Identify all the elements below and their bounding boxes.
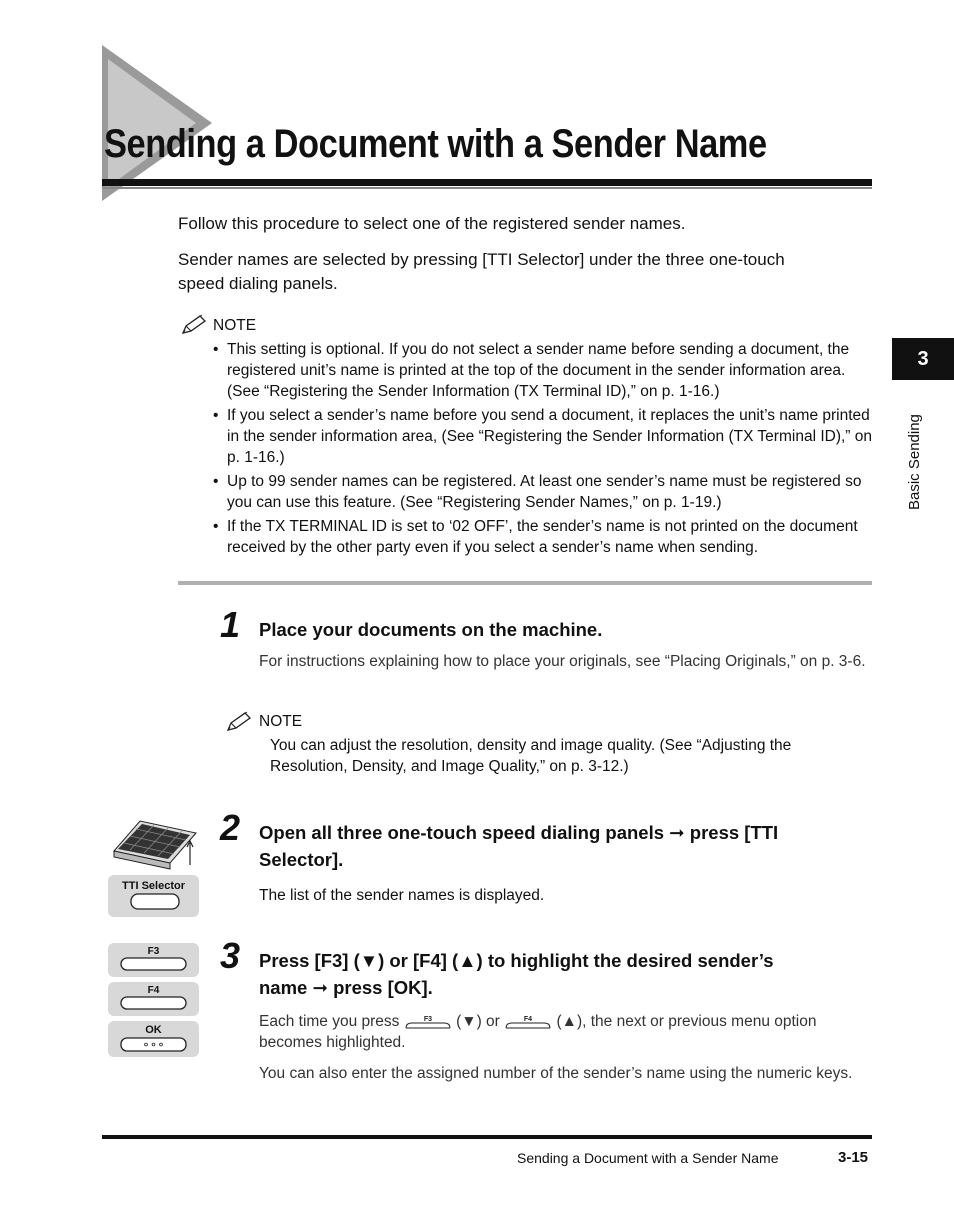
step-1-title: Place your documents on the machine. bbox=[259, 619, 603, 640]
f4-key-icon bbox=[120, 996, 187, 1011]
intro-paragraph-2 bbox=[178, 248, 868, 296]
pencil-note-icon bbox=[180, 314, 208, 336]
step-1-note-label: NOTE bbox=[259, 713, 303, 730]
step-1-note-text: You can adjust the resolution, density and image quality. (See “Adjusting the Resolution, Density, and Image Quality,” on p. 3-12.) bbox=[270, 737, 792, 775]
one-touch-panel-illustration bbox=[110, 815, 200, 873]
note-item: • If you select a sender’s name before you send a document, it replaces the unit’s name printed in the sender information area, (See “Registering the Sender Information (TX Terminal ID),” on p. 1-16.) bbox=[211, 405, 873, 468]
step-2-title-line-2: Selector]. bbox=[259, 849, 344, 870]
step-3-body-a-mid: (▼) or bbox=[456, 1013, 500, 1030]
note-label: NOTE bbox=[213, 317, 257, 334]
step-3-title-line-2: name ➞ press [OK]. bbox=[259, 977, 433, 998]
inline-f3-key-icon bbox=[404, 1013, 452, 1031]
tti-selector-key-icon bbox=[130, 893, 180, 911]
step-3-title bbox=[259, 947, 869, 1001]
title-rule bbox=[102, 179, 872, 186]
note-item: • If the TX TERMINAL ID is set to ‘02 OFF’, the sender’s name is not printed on the document received by the other party even if you select a sender’s name when sending. bbox=[211, 516, 873, 558]
footer-page-number: 3-15 bbox=[838, 1149, 869, 1166]
f3-key-icon bbox=[120, 957, 187, 972]
step-2-title bbox=[259, 819, 869, 873]
tti-selector-key-label: TTI Selector bbox=[122, 880, 185, 892]
page-title: Sending a Document with a Sender Name bbox=[104, 122, 767, 166]
ok-key-label: OK bbox=[145, 1024, 162, 1036]
f3-key-panel bbox=[108, 943, 199, 977]
step-3-body-a-suffix: (▲), the next or previous menu option bbox=[556, 1013, 817, 1030]
footer-rule bbox=[102, 1135, 872, 1139]
step-3-body-a-prefix: Each time you press bbox=[259, 1013, 400, 1030]
pencil-note-icon bbox=[225, 711, 253, 733]
inline-f4-key-icon bbox=[504, 1013, 552, 1031]
step-3-title-line-1: Press [F3] (▼) or [F4] (▲) to highlight the desired sender’s bbox=[259, 950, 774, 971]
tti-selector-key-panel bbox=[108, 875, 199, 917]
step-3-body-a bbox=[259, 1011, 871, 1053]
chapter-tab: 3 bbox=[892, 338, 954, 380]
ok-key-icon bbox=[120, 1037, 187, 1053]
inline-f4-key-label: F4 bbox=[524, 1015, 533, 1023]
f4-key-panel bbox=[108, 982, 199, 1016]
note-list bbox=[211, 339, 873, 561]
title-rule-shadow bbox=[102, 187, 872, 189]
step-number-3: 3 bbox=[220, 935, 241, 976]
step-1-body: For instructions explaining how to place your originals, see “Placing Originals,” on p. 3-6. bbox=[259, 653, 866, 670]
inline-f3-key-label: F3 bbox=[423, 1015, 432, 1023]
section-divider bbox=[178, 581, 872, 585]
footer-section-title: Sending a Document with a Sender Name bbox=[517, 1150, 779, 1166]
note-item: • This setting is optional. If you do not select a sender name before sending a document, the registered unit’s name is printed at the top of the document in the sender information area. (See “Registering the Sender Information (TX Terminal ID),” on p. 1-16.) bbox=[211, 339, 873, 402]
step-2-body: The list of the sender names is displayed. bbox=[259, 887, 545, 904]
f3-key-label: F3 bbox=[147, 946, 160, 957]
step-3-body-b: You can also enter the assigned number of the sender’s name using the numeric keys. bbox=[259, 1065, 853, 1082]
intro-paragraph-2-line-1: Sender names are selected by pressing [TTI Selector] under the three one-touch bbox=[178, 250, 785, 269]
chapter-label: Basic Sending bbox=[906, 414, 923, 510]
intro-paragraph-1: Follow this procedure to select one of the registered sender names. bbox=[178, 214, 686, 233]
intro-paragraph-2-line-2: speed dialing panels. bbox=[178, 274, 338, 293]
step-number-1: 1 bbox=[220, 604, 241, 645]
ok-key-panel bbox=[108, 1021, 199, 1057]
f4-key-label: F4 bbox=[147, 985, 160, 996]
step-number-2: 2 bbox=[220, 807, 241, 848]
step-3-body-a-line-2: becomes highlighted. bbox=[259, 1034, 406, 1051]
note-item: • Up to 99 sender names can be registered. At least one sender’s name must be registered so you can use this feature. (See “Registering Sender Names,” on p. 1-19.) bbox=[211, 471, 873, 513]
step-2-title-line-1: Open all three one-touch speed dialing panels ➞ press [TTI bbox=[259, 822, 779, 843]
